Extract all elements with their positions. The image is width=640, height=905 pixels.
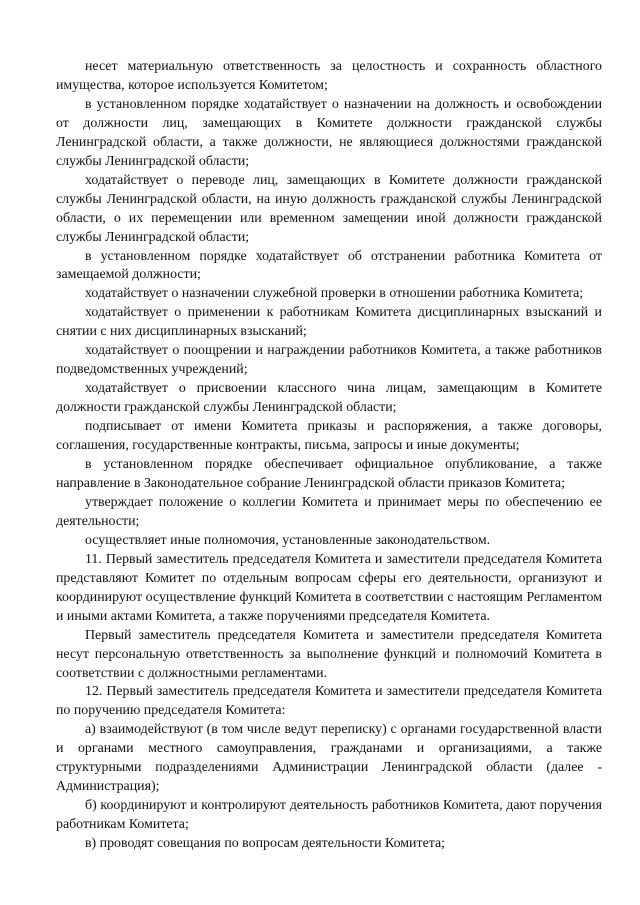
- paragraph-personal-responsibility: Первый заместитель председателя Комитета и заместители председателя Комитета несут персональную ответственность за выполнение функций и полномочий Комитета в соответствии с должностными регламентами.: [56, 627, 602, 681]
- paragraph-other-powers: осуществляет иные полномочия, установленные законодательством.: [85, 532, 491, 548]
- paragraph-disciplinary-penalties: ходатайствует о применении к работникам Комитета дисциплинарных взысканий и снятии с них дисциплинарных взысканий;: [56, 305, 602, 340]
- document-body: [56, 58, 602, 854]
- paragraph-signing-documents: подписывает от имени Комитета приказы и распоряжения, а также договоры, соглашения, государственные контракты, письма, запросы и иные документы;: [56, 419, 602, 454]
- paragraph-publication: в установленном порядке обеспечивает официальное опубликование, а также направление в Законодательное собрание Ленинградской области приказов Комитета;: [56, 457, 602, 491]
- paragraph-item-12a: а) взаимодействуют (в том числе ведут переписку) с органами государственной власти и органами местного самоуправления, гражданами и организациями, а также структурными подразделениями Администрации Ленинградской области (далее - Администрация);: [56, 722, 602, 795]
- paragraph-item-12: 12. Первый заместитель председателя Комитета и заместители председателя Комитета по поручению председателя Комитета:: [56, 684, 602, 719]
- paragraph-class-rank: ходатайствует о присвоении классного чина лицам, замещающим в Комитете должности гражданской службы Ленинградской области;: [56, 381, 602, 416]
- paragraph-item-12b: б) координируют и контролируют деятельность работников Комитета, дают поручения работникам Комитета;: [56, 798, 602, 833]
- paragraph-item-12c: в) проводят совещания по вопросам деятельности Комитета;: [85, 836, 445, 852]
- paragraph-official-inspection: ходатайствует о назначении служебной проверки в отношении работника Комитета;: [85, 286, 584, 302]
- paragraph-item-11: 11. Первый заместитель председателя Комитета и заместители председателя Комитета представляют Комитет по отдельным вопросам сферы его деятельности, организуют и координируют осуществление функций Комитета в соответствии с настоящим Регламентом и иными актами Комитета, а также поручениями председателя Комитета.: [56, 551, 602, 624]
- paragraph-appointment-petition: в установленном порядке ходатайствует о назначении на должность и освобождении от должности лиц, замещающих в Комитете должности гражданской службы Ленинградской области, а также должности, не являющиеся должностями гражданской службы Ленинградской области;: [56, 96, 602, 169]
- paragraph-transfer-petition: ходатайствует о переводе лиц, замещающих в Комитете должности гражданской службы Ленинградской области, на иную должность гражданской службы Ленинградской области, о их перемещении или временном замещении иной должности гражданской службы Ленинградской области;: [56, 172, 602, 245]
- paragraph-collegium: утверждает положение о коллегии Комитета и принимает меры по обеспечению ее деятельности;: [56, 494, 602, 529]
- paragraph-material-responsibility: несет материальную ответственность за целостность и сохранность областного имущества, которое используется Комитетом;: [56, 59, 602, 93]
- paragraph-encouragement: ходатайствует о поощрении и награждении работников Комитета, а также работников подведомственных учреждений;: [56, 343, 602, 378]
- paragraph-suspension-petition: в установленном порядке ходатайствует об отстранении работника Комитета от замещаемой должности;: [56, 248, 602, 283]
